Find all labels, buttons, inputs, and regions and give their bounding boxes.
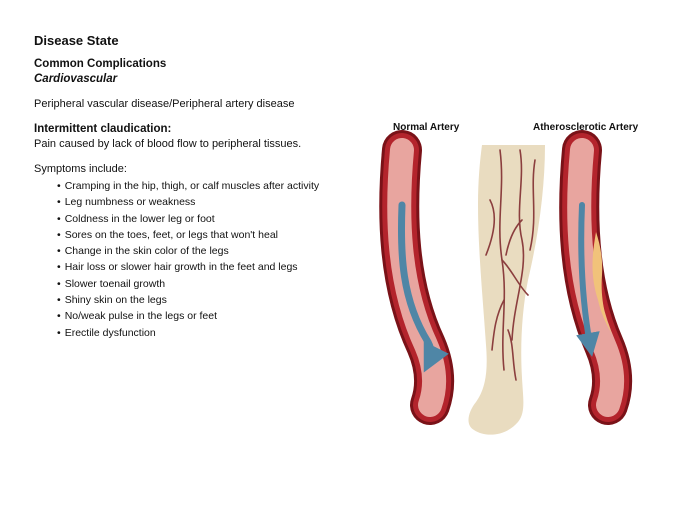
normal-artery xyxy=(399,150,434,405)
claudication-definition: Pain caused by lack of blood flow to peripheral tissues. xyxy=(34,138,302,150)
section-heading: Common Complications xyxy=(34,58,167,70)
atherosclerotic-artery-label: Atherosclerotic Artery xyxy=(533,122,639,133)
symptom-item: • Leg numbness or weakness xyxy=(57,194,319,210)
claudication-heading: Intermittent claudication: xyxy=(34,123,172,135)
condition-text: Peripheral vascular disease/Peripheral artery disease xyxy=(34,98,295,110)
atherosclerotic-artery xyxy=(579,150,614,405)
symptoms-intro: Symptoms include: xyxy=(34,163,127,175)
symptom-item: • Change in the skin color of the legs xyxy=(57,243,319,259)
leg-illustration xyxy=(468,145,545,435)
symptom-item: • Cramping in the hip, thigh, or calf muscles after activity xyxy=(57,178,319,194)
symptom-item: • Hair loss or slower hair growth in the feet and legs xyxy=(57,259,319,275)
slide-title: Disease State xyxy=(34,33,119,48)
symptom-item: • Slower toenail growth xyxy=(57,276,319,292)
symptom-item: • No/weak pulse in the legs or feet xyxy=(57,308,319,324)
symptom-item: • Sores on the toes, feet, or legs that won't heal xyxy=(57,227,319,243)
normal-artery-label: Normal Artery xyxy=(393,122,460,133)
symptom-item: • Erectile dysfunction xyxy=(57,325,319,341)
symptom-item: • Coldness in the lower leg or foot xyxy=(57,211,319,227)
symptom-item: • Shiny skin on the legs xyxy=(57,292,319,308)
category-heading: Cardiovascular xyxy=(34,73,118,85)
